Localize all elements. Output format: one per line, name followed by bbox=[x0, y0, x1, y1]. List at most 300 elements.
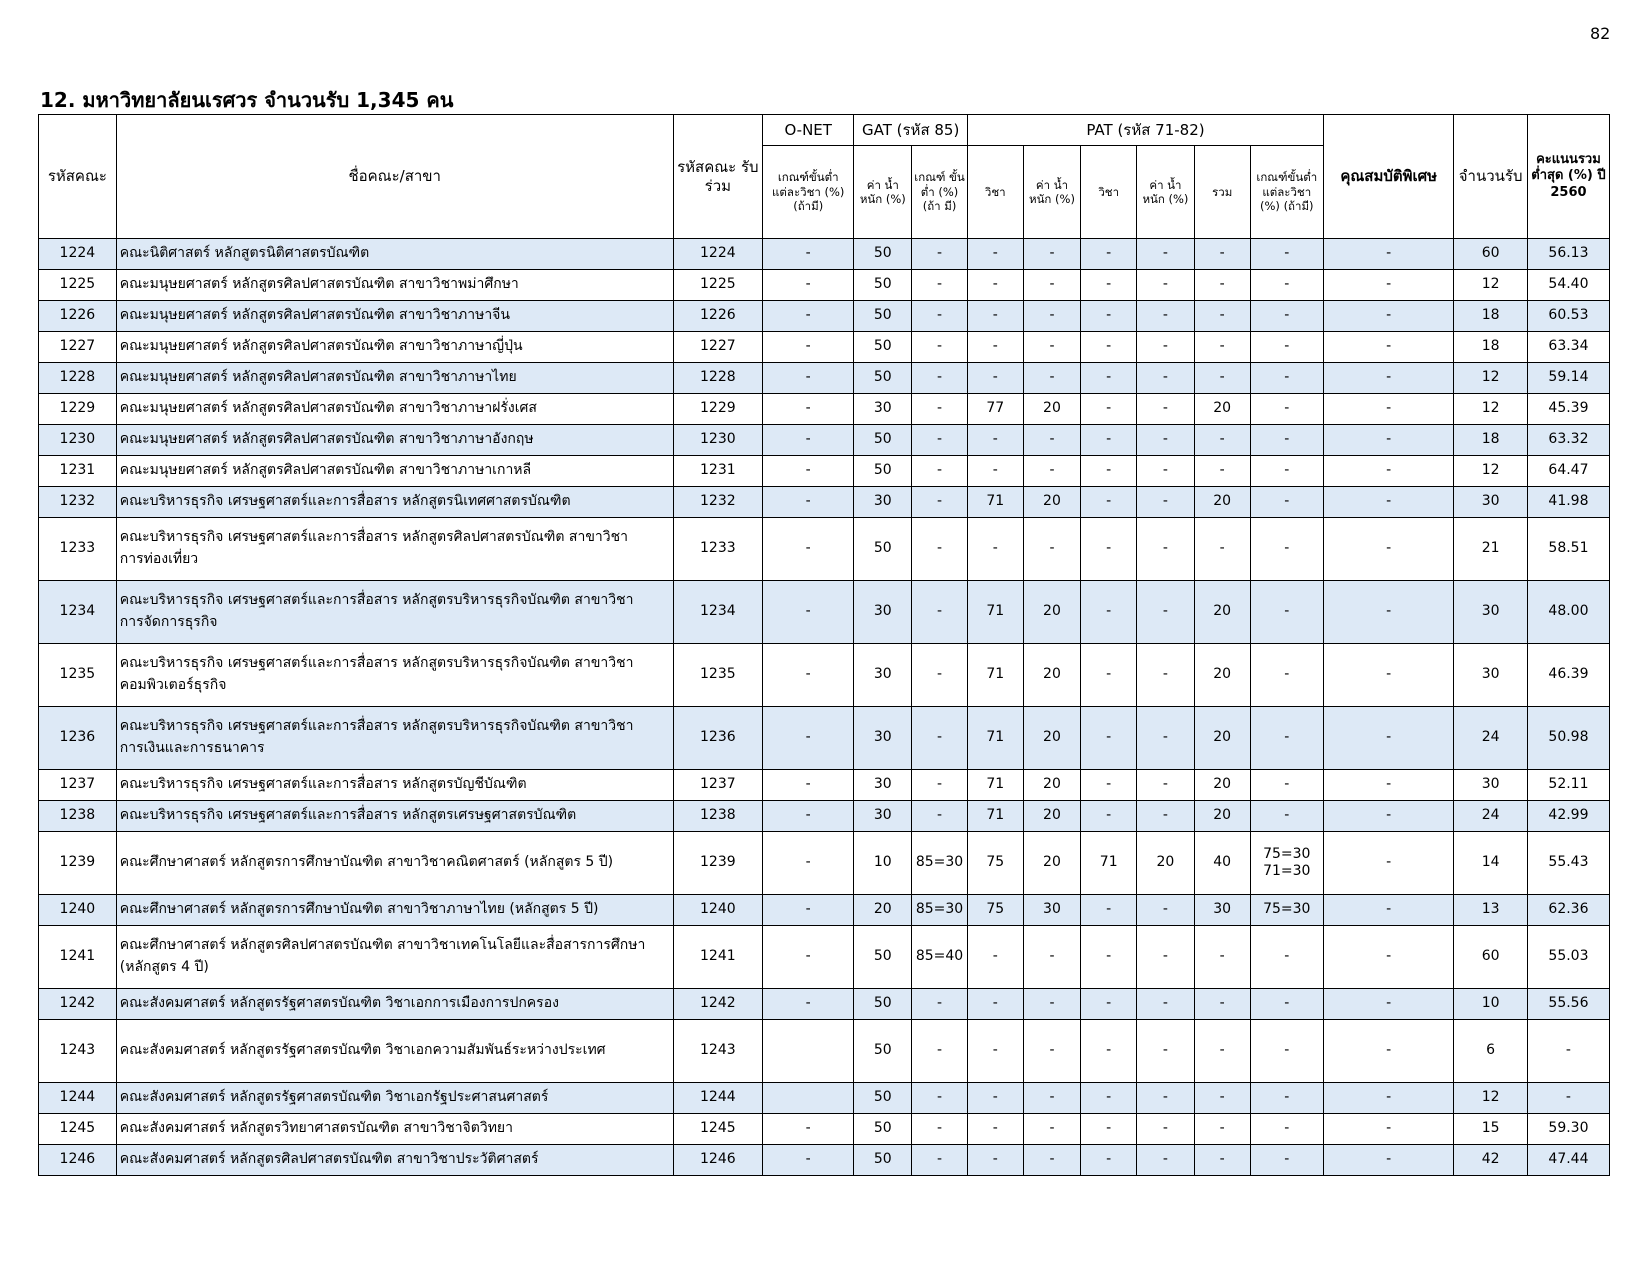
cell-pat-min bbox=[1250, 1083, 1324, 1114]
cell-faculty-code-text: 1224 bbox=[59, 245, 96, 262]
cell-gat-min-text: - bbox=[937, 603, 943, 620]
cell-gat-weight-text: 50 bbox=[873, 1089, 892, 1106]
cell-faculty-code-text: 1226 bbox=[59, 307, 96, 324]
cell-seats-text: 12 bbox=[1481, 369, 1500, 386]
table-row bbox=[39, 332, 1610, 363]
cell-pat-subject-2-text: 71 bbox=[1099, 854, 1118, 871]
cell-pat-total-text: 40 bbox=[1213, 854, 1232, 871]
cell-pat-weight-1 bbox=[1023, 801, 1081, 832]
cell-gat-weight-text: 30 bbox=[873, 400, 892, 417]
cell-pat-subject-2 bbox=[1081, 644, 1137, 707]
cell-seats-text: 30 bbox=[1481, 603, 1500, 620]
cell-joint-code-text: 1236 bbox=[700, 729, 736, 746]
cell-special-text: - bbox=[1386, 1151, 1392, 1168]
cell-faculty-name-text: คณะสังคมศาสตร์ หลักสูตรรัฐศาสตรบัณฑิต วิชาเอกรัฐประศาสนศาสตร์ bbox=[119, 1089, 549, 1106]
cell-min-score-text: 46.39 bbox=[1548, 666, 1589, 683]
cell-faculty-code bbox=[39, 895, 117, 926]
cell-pat-subject-1-text: - bbox=[992, 369, 998, 386]
cell-onet-min bbox=[763, 1145, 854, 1176]
cell-gat-min bbox=[912, 644, 968, 707]
table-row bbox=[39, 425, 1610, 456]
cell-pat-weight-2 bbox=[1137, 270, 1195, 301]
cell-gat-weight bbox=[854, 1145, 912, 1176]
cell-faculty-name-text: คณะมนุษยศาสตร์ หลักสูตรศิลปศาสตรบัณฑิต สาขาวิชาภาษาจีน bbox=[119, 307, 510, 324]
cell-onet-min-text: - bbox=[805, 901, 811, 918]
cell-faculty-code bbox=[39, 989, 117, 1020]
cell-pat-total-text: - bbox=[1219, 462, 1225, 479]
cell-gat-min-text: - bbox=[937, 276, 943, 293]
cell-pat-subject-2 bbox=[1081, 270, 1137, 301]
cell-gat-weight bbox=[854, 425, 912, 456]
cell-min-score bbox=[1527, 770, 1609, 801]
cell-onet-min-text: - bbox=[805, 540, 811, 557]
cell-pat-total bbox=[1194, 770, 1250, 801]
cell-pat-weight-1-text: 20 bbox=[1043, 729, 1061, 746]
cell-pat-weight-1 bbox=[1023, 239, 1081, 270]
cell-pat-min-text: - bbox=[1284, 603, 1290, 620]
cell-gat-min-text: - bbox=[937, 369, 943, 386]
cell-pat-weight-1-text: - bbox=[1049, 540, 1055, 557]
cell-joint-code-text: 1235 bbox=[700, 666, 736, 683]
cell-pat-subject-1-text: - bbox=[992, 948, 998, 965]
cell-joint-code bbox=[673, 1083, 762, 1114]
cell-gat-weight-text: 50 bbox=[873, 995, 892, 1012]
cell-pat-weight-1-text: 30 bbox=[1043, 901, 1061, 918]
table-row bbox=[39, 270, 1610, 301]
cell-pat-weight-2 bbox=[1137, 707, 1195, 770]
cell-gat-weight-text: 50 bbox=[873, 276, 892, 293]
cell-min-score bbox=[1527, 644, 1609, 707]
table-row bbox=[39, 1145, 1610, 1176]
cell-gat-min bbox=[912, 895, 968, 926]
cell-seats bbox=[1454, 1083, 1528, 1114]
cell-faculty-name-text-line-2: การจัดการธุรกิจ bbox=[119, 614, 218, 630]
cell-faculty-name bbox=[116, 301, 673, 332]
cell-faculty-name bbox=[116, 270, 673, 301]
cell-seats bbox=[1454, 487, 1528, 518]
cell-min-score-text: 64.47 bbox=[1548, 462, 1589, 479]
cell-pat-weight-2-text: - bbox=[1162, 807, 1168, 824]
cell-pat-min bbox=[1250, 518, 1324, 581]
cell-faculty-code-text: 1238 bbox=[59, 807, 96, 824]
cell-gat-min-text: - bbox=[937, 1151, 943, 1168]
cell-pat-weight-2 bbox=[1137, 644, 1195, 707]
cell-gat-weight-text: 50 bbox=[873, 369, 892, 386]
cell-gat-min-text: - bbox=[937, 400, 943, 417]
cell-min-score bbox=[1527, 801, 1609, 832]
cell-faculty-name-text: คณะมนุษยศาสตร์ หลักสูตรศิลปศาสตรบัณฑิต สาขาวิชาพม่าศึกษา bbox=[119, 276, 519, 293]
cell-pat-min-text: - bbox=[1284, 776, 1290, 793]
cell-pat-weight-2 bbox=[1137, 989, 1195, 1020]
cell-min-score bbox=[1527, 707, 1609, 770]
cell-onet-min-text: - bbox=[805, 807, 811, 824]
cell-pat-total bbox=[1194, 895, 1250, 926]
cell-pat-min-text: 75=30 bbox=[1263, 901, 1311, 918]
cell-joint-code bbox=[673, 707, 762, 770]
cell-seats-text: 18 bbox=[1481, 338, 1500, 355]
cell-faculty-name-text: คณะศึกษาศาสตร์ หลักสูตรศิลปศาสตรบัณฑิต สาขาวิชาเทคโนโลยีและสื่อสารการศึกษา bbox=[119, 937, 646, 954]
header-gat: GAT (รหัส 85) bbox=[854, 115, 967, 146]
header-min-score: คะแนนรวม ต่ำสุด (%) ปี 2560 bbox=[1527, 115, 1609, 239]
cell-gat-min bbox=[912, 425, 968, 456]
cell-gat-weight bbox=[854, 456, 912, 487]
cell-seats-text: 30 bbox=[1481, 493, 1500, 510]
table-row bbox=[39, 1114, 1610, 1145]
cell-pat-weight-2 bbox=[1137, 239, 1195, 270]
cell-min-score bbox=[1527, 895, 1609, 926]
cell-joint-code bbox=[673, 801, 762, 832]
cell-pat-weight-1 bbox=[1023, 518, 1081, 581]
cell-pat-weight-2-text: - bbox=[1162, 666, 1168, 683]
cell-pat-subject-1 bbox=[967, 394, 1023, 425]
cell-faculty-code-text: 1229 bbox=[59, 400, 96, 417]
cell-faculty-code-text: 1237 bbox=[59, 776, 96, 793]
cell-special-text: - bbox=[1386, 245, 1392, 262]
cell-gat-weight bbox=[854, 707, 912, 770]
cell-pat-total bbox=[1194, 456, 1250, 487]
cell-pat-min-text: - bbox=[1284, 493, 1290, 510]
cell-pat-weight-2 bbox=[1137, 581, 1195, 644]
cell-gat-min-text: - bbox=[937, 666, 943, 683]
header-pat-subject-2: วิชา bbox=[1081, 146, 1137, 239]
cell-faculty-code bbox=[39, 301, 117, 332]
cell-gat-min bbox=[912, 1145, 968, 1176]
cell-pat-weight-2-text: - bbox=[1162, 400, 1168, 417]
cell-min-score bbox=[1527, 1020, 1609, 1083]
cell-seats bbox=[1454, 270, 1528, 301]
cell-joint-code-text: 1241 bbox=[700, 948, 736, 965]
cell-pat-subject-1 bbox=[967, 363, 1023, 394]
cell-pat-weight-1 bbox=[1023, 1145, 1081, 1176]
cell-joint-code-text: 1232 bbox=[700, 493, 736, 510]
cell-min-score-text: 59.14 bbox=[1548, 369, 1589, 386]
cell-gat-weight bbox=[854, 989, 912, 1020]
cell-seats-text: 60 bbox=[1481, 245, 1500, 262]
cell-min-score-text: 50.98 bbox=[1548, 729, 1589, 746]
cell-pat-min bbox=[1250, 770, 1324, 801]
cell-faculty-code-text: 1241 bbox=[59, 948, 96, 965]
cell-pat-subject-1-text: 75 bbox=[986, 854, 1005, 871]
cell-special-text: - bbox=[1386, 1089, 1392, 1106]
cell-pat-subject-2 bbox=[1081, 707, 1137, 770]
cell-seats bbox=[1454, 1145, 1528, 1176]
header-onet-min: เกณฑ์ขั้นต่ำแต่ละวิชา (%) (ถ้ามี) bbox=[763, 146, 854, 239]
cell-pat-subject-1-text: - bbox=[992, 462, 998, 479]
cell-gat-weight-text: 50 bbox=[873, 1042, 892, 1059]
cell-gat-weight bbox=[854, 1083, 912, 1114]
cell-pat-subject-1 bbox=[967, 832, 1023, 895]
cell-gat-weight-text: 50 bbox=[873, 431, 892, 448]
cell-gat-min-text: 85=30 bbox=[915, 854, 964, 871]
cell-faculty-code-text: 1245 bbox=[59, 1120, 96, 1137]
cell-special bbox=[1324, 332, 1454, 363]
cell-pat-subject-1 bbox=[967, 239, 1023, 270]
cell-pat-min bbox=[1250, 301, 1324, 332]
cell-pat-total bbox=[1194, 239, 1250, 270]
cell-special-text: - bbox=[1386, 431, 1392, 448]
cell-special bbox=[1324, 301, 1454, 332]
cell-pat-subject-1 bbox=[967, 1114, 1023, 1145]
cell-pat-weight-2-text: - bbox=[1162, 369, 1168, 386]
cell-special bbox=[1324, 394, 1454, 425]
cell-pat-total-text: 20 bbox=[1213, 729, 1232, 746]
cell-min-score bbox=[1527, 1083, 1609, 1114]
cell-faculty-name bbox=[116, 801, 673, 832]
header-pat-min: เกณฑ์ขั้นต่ำ แต่ละวิชา (%) (ถ้ามี) bbox=[1250, 146, 1324, 239]
cell-pat-total bbox=[1194, 707, 1250, 770]
cell-min-score bbox=[1527, 456, 1609, 487]
header-pat-weight-2: ค่า น้ำหนัก (%) bbox=[1137, 146, 1195, 239]
cell-onet-min-text: - bbox=[805, 666, 811, 683]
cell-seats bbox=[1454, 239, 1528, 270]
cell-pat-subject-2 bbox=[1081, 1114, 1137, 1145]
cell-seats-text: 14 bbox=[1481, 854, 1500, 871]
table-row bbox=[39, 707, 1610, 770]
cell-pat-min-text: - bbox=[1284, 995, 1290, 1012]
cell-faculty-code bbox=[39, 239, 117, 270]
cell-joint-code-text: 1224 bbox=[700, 245, 736, 262]
cell-min-score-text: 55.03 bbox=[1548, 948, 1589, 965]
cell-gat-min-text: - bbox=[937, 1120, 943, 1137]
cell-seats bbox=[1454, 644, 1528, 707]
cell-pat-min bbox=[1250, 1114, 1324, 1145]
cell-pat-weight-1 bbox=[1023, 425, 1081, 456]
cell-gat-min-text: - bbox=[937, 1042, 943, 1059]
cell-pat-subject-1-text: 71 bbox=[986, 776, 1005, 793]
cell-pat-subject-2-text: - bbox=[1106, 1151, 1112, 1168]
cell-pat-weight-1-text: - bbox=[1049, 462, 1055, 479]
cell-pat-total bbox=[1194, 1145, 1250, 1176]
cell-special bbox=[1324, 239, 1454, 270]
cell-min-score-text: 47.44 bbox=[1548, 1151, 1589, 1168]
cell-pat-subject-2-text: - bbox=[1106, 307, 1112, 324]
cell-pat-subject-1 bbox=[967, 989, 1023, 1020]
cell-gat-weight bbox=[854, 394, 912, 425]
cell-pat-total bbox=[1194, 926, 1250, 989]
cell-faculty-code-text: 1228 bbox=[59, 369, 96, 386]
cell-faculty-name-text: คณะสังคมศาสตร์ หลักสูตรศิลปศาสตรบัณฑิต สาขาวิชาประวัติศาสตร์ bbox=[119, 1151, 539, 1168]
cell-onet-min-text: - bbox=[805, 338, 811, 355]
cell-joint-code-text: 1238 bbox=[700, 807, 736, 824]
cell-pat-subject-1-text: - bbox=[992, 245, 998, 262]
cell-faculty-code-text: 1240 bbox=[59, 901, 96, 918]
cell-gat-weight bbox=[854, 895, 912, 926]
cell-joint-code-text: 1245 bbox=[700, 1120, 736, 1137]
cell-min-score-text: - bbox=[1565, 1089, 1571, 1106]
cell-pat-total-text: - bbox=[1219, 948, 1225, 965]
cell-min-score-text: 60.53 bbox=[1548, 307, 1589, 324]
cell-seats-text: 10 bbox=[1481, 995, 1500, 1012]
cell-pat-weight-2 bbox=[1137, 832, 1195, 895]
cell-seats bbox=[1454, 518, 1528, 581]
cell-seats bbox=[1454, 394, 1528, 425]
cell-faculty-code-text: 1227 bbox=[59, 338, 96, 355]
cell-gat-weight-text: 30 bbox=[873, 729, 892, 746]
cell-min-score bbox=[1527, 1114, 1609, 1145]
cell-pat-weight-2-text: - bbox=[1162, 995, 1168, 1012]
cell-special-text: - bbox=[1386, 901, 1392, 918]
cell-onet-min-text: - bbox=[805, 854, 811, 871]
cell-seats bbox=[1454, 456, 1528, 487]
cell-pat-total-text: 20 bbox=[1213, 493, 1232, 510]
cell-faculty-name-text: คณะบริหารธุรกิจ เศรษฐศาสตร์และการสื่อสาร หลักสูตรบริหารธุรกิจบัณฑิต สาขาวิชา bbox=[119, 655, 634, 672]
cell-pat-weight-1 bbox=[1023, 1114, 1081, 1145]
cell-seats-text: 6 bbox=[1486, 1042, 1496, 1059]
cell-special bbox=[1324, 270, 1454, 301]
cell-joint-code-text: 1229 bbox=[700, 400, 736, 417]
cell-pat-total bbox=[1194, 518, 1250, 581]
cell-faculty-code bbox=[39, 518, 117, 581]
cell-pat-weight-2-text: - bbox=[1162, 431, 1168, 448]
cell-onet-min bbox=[763, 270, 854, 301]
cell-special-text: - bbox=[1386, 400, 1392, 417]
cell-seats bbox=[1454, 926, 1528, 989]
cell-gat-weight-text: 50 bbox=[873, 1151, 892, 1168]
cell-pat-min bbox=[1250, 644, 1324, 707]
cell-gat-weight bbox=[854, 363, 912, 394]
cell-pat-weight-1-text: - bbox=[1049, 995, 1055, 1012]
cell-pat-weight-2-text: - bbox=[1162, 276, 1168, 293]
cell-special-text: - bbox=[1386, 1042, 1392, 1059]
cell-pat-subject-2-text: - bbox=[1106, 369, 1112, 386]
cell-special bbox=[1324, 581, 1454, 644]
cell-pat-weight-1 bbox=[1023, 895, 1081, 926]
cell-gat-weight-text: 20 bbox=[873, 901, 892, 918]
cell-pat-subject-1-text: - bbox=[992, 1120, 998, 1137]
cell-pat-subject-1-text: - bbox=[992, 1151, 998, 1168]
cell-faculty-code bbox=[39, 1020, 117, 1083]
cell-pat-weight-2 bbox=[1137, 456, 1195, 487]
cell-pat-total-text: - bbox=[1219, 995, 1225, 1012]
cell-seats-text: 24 bbox=[1481, 729, 1500, 746]
cell-seats bbox=[1454, 895, 1528, 926]
cell-pat-subject-1-text: - bbox=[992, 307, 998, 324]
cell-pat-total bbox=[1194, 332, 1250, 363]
cell-pat-weight-1 bbox=[1023, 363, 1081, 394]
cell-onet-min-text: - bbox=[805, 493, 811, 510]
cell-pat-weight-2 bbox=[1137, 1114, 1195, 1145]
cell-pat-subject-2 bbox=[1081, 1083, 1137, 1114]
table-row bbox=[39, 801, 1610, 832]
cell-special bbox=[1324, 644, 1454, 707]
cell-pat-weight-2 bbox=[1137, 801, 1195, 832]
cell-pat-weight-1-text: - bbox=[1049, 431, 1055, 448]
cell-pat-subject-1 bbox=[967, 456, 1023, 487]
cell-onet-min bbox=[763, 581, 854, 644]
cell-joint-code bbox=[673, 394, 762, 425]
cell-gat-weight-text: 30 bbox=[873, 603, 892, 620]
cell-onet-min-text: - bbox=[805, 431, 811, 448]
cell-pat-weight-1-text: 20 bbox=[1043, 776, 1061, 793]
cell-gat-weight bbox=[854, 270, 912, 301]
cell-pat-subject-1 bbox=[967, 644, 1023, 707]
header-pat-subject-1: วิชา bbox=[967, 146, 1023, 239]
cell-special bbox=[1324, 363, 1454, 394]
header-special: คุณสมบัติพิเศษ bbox=[1324, 115, 1454, 239]
header-faculty-name: ชื่อคณะ/สาขา bbox=[116, 115, 673, 239]
cell-pat-min bbox=[1250, 801, 1324, 832]
cell-gat-min bbox=[912, 363, 968, 394]
cell-faculty-code bbox=[39, 1114, 117, 1145]
cell-joint-code-text: 1237 bbox=[700, 776, 736, 793]
cell-onet-min-text: - bbox=[805, 276, 811, 293]
cell-pat-subject-2-text: - bbox=[1106, 1089, 1112, 1106]
cell-gat-min-text: - bbox=[937, 776, 943, 793]
cell-seats-text: 60 bbox=[1481, 948, 1500, 965]
cell-pat-total bbox=[1194, 425, 1250, 456]
cell-pat-total-text: - bbox=[1219, 276, 1225, 293]
cell-faculty-name-text-line-2: (หลักสูตร 4 ปี) bbox=[119, 959, 209, 975]
cell-pat-subject-2 bbox=[1081, 581, 1137, 644]
cell-pat-weight-1-text: 20 bbox=[1043, 666, 1061, 683]
cell-faculty-code bbox=[39, 425, 117, 456]
cell-pat-total-text: - bbox=[1219, 540, 1225, 557]
cell-joint-code bbox=[673, 363, 762, 394]
cell-pat-weight-1-text: - bbox=[1049, 276, 1055, 293]
cell-pat-subject-2-text: - bbox=[1106, 400, 1112, 417]
cell-gat-weight bbox=[854, 832, 912, 895]
cell-joint-code bbox=[673, 989, 762, 1020]
cell-gat-weight-text: 30 bbox=[873, 776, 892, 793]
cell-faculty-code bbox=[39, 363, 117, 394]
cell-pat-total bbox=[1194, 363, 1250, 394]
cell-joint-code-text: 1234 bbox=[700, 603, 736, 620]
cell-faculty-code bbox=[39, 926, 117, 989]
cell-onet-min bbox=[763, 332, 854, 363]
cell-min-score bbox=[1527, 487, 1609, 518]
table-body bbox=[39, 239, 1610, 1176]
cell-pat-weight-2 bbox=[1137, 425, 1195, 456]
cell-pat-min bbox=[1250, 425, 1324, 456]
cell-pat-min-text: - bbox=[1284, 400, 1290, 417]
cell-gat-min bbox=[912, 394, 968, 425]
cell-onet-min bbox=[763, 518, 854, 581]
cell-special bbox=[1324, 425, 1454, 456]
cell-special-text: - bbox=[1386, 729, 1392, 746]
cell-gat-weight bbox=[854, 581, 912, 644]
cell-joint-code bbox=[673, 1145, 762, 1176]
cell-gat-min bbox=[912, 1114, 968, 1145]
cell-pat-subject-2-text: - bbox=[1106, 245, 1112, 262]
cell-pat-min bbox=[1250, 332, 1324, 363]
cell-faculty-code bbox=[39, 707, 117, 770]
cell-faculty-code-text: 1233 bbox=[59, 540, 96, 557]
cell-joint-code bbox=[673, 487, 762, 518]
cell-faculty-name-text: คณะศึกษาศาสตร์ หลักสูตรการศึกษาบัณฑิต สาขาวิชาภาษาไทย (หลักสูตร 5 ปี) bbox=[119, 901, 599, 918]
cell-min-score-text: 42.99 bbox=[1548, 807, 1589, 824]
cell-special-text: - bbox=[1386, 854, 1392, 871]
cell-pat-total bbox=[1194, 270, 1250, 301]
cell-pat-weight-2 bbox=[1137, 926, 1195, 989]
cell-gat-min-text: - bbox=[937, 995, 943, 1012]
cell-special bbox=[1324, 895, 1454, 926]
cell-gat-min-text: 85=30 bbox=[915, 901, 964, 918]
cell-faculty-code bbox=[39, 332, 117, 363]
cell-pat-weight-2-text: - bbox=[1162, 1151, 1168, 1168]
header-faculty-code: รหัสคณะ bbox=[39, 115, 117, 239]
cell-pat-subject-2-text: - bbox=[1106, 729, 1112, 746]
cell-faculty-name bbox=[116, 895, 673, 926]
cell-pat-min-text: - bbox=[1284, 1089, 1290, 1106]
cell-special-text: - bbox=[1386, 540, 1392, 557]
cell-pat-subject-2-text: - bbox=[1106, 462, 1112, 479]
cell-pat-min-text: - bbox=[1284, 729, 1290, 746]
cell-pat-weight-2-text: - bbox=[1162, 462, 1168, 479]
cell-faculty-code-text: 1239 bbox=[59, 854, 96, 871]
cell-gat-weight bbox=[854, 1114, 912, 1145]
cell-gat-weight-text: 50 bbox=[873, 1120, 892, 1137]
cell-pat-subject-2-text: - bbox=[1106, 493, 1112, 510]
